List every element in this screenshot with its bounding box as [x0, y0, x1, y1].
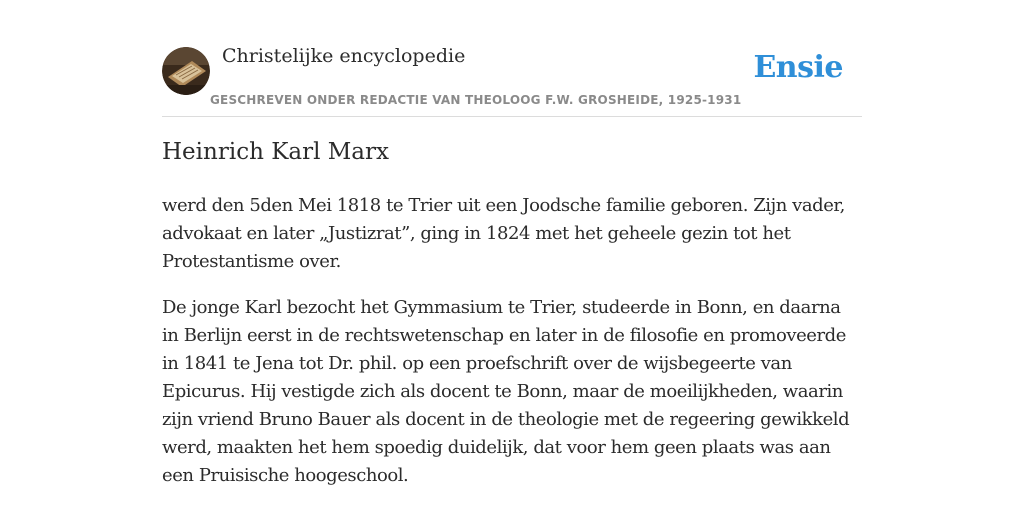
brand-logo[interactable]: Ensie — [753, 50, 843, 85]
source-subtitle: GESCHREVEN ONDER REDACTIE VAN THEOLOOG F.W. GROSHEIDE, 1925-1931 — [210, 93, 742, 107]
page-container — [162, 0, 862, 486]
article-title: Heinrich Karl Marx — [162, 139, 389, 165]
article-body — [162, 192, 862, 508]
article-paragraph: De jonge Karl bezocht het Gymmasium te Trier, studeerde in Bonn, en daarna in Berlijn eerst in de rechtswetenschap en later in de filosofie en promoveerde in 1841 te Jena tot Dr. phil. op een proefschrift over de wijsbegeerte van Epicurus. Hij vestigde zich als docent te Bonn, maar de moeilijkheden, waarin zijn vriend Bruno Bauer als docent in de theologie met de regeering gewikkeld werd, maakten het hem spoedig duidelijk, dat voor hem geen plaats was aan een Pruisische hoogeschool. — [162, 297, 850, 486]
source-header — [162, 0, 862, 117]
article-paragraph: werd den 5den Mei 1818 te Trier uit een Joodsche familie geboren. Zijn vader, advokaat en later „Justizrat”, ging in 1824 met het geheele gezin tot het Protestantisme over. — [162, 195, 845, 272]
source-title[interactable]: Christelijke encyclopedie — [222, 45, 466, 67]
book-cover-avatar[interactable] — [162, 47, 210, 95]
